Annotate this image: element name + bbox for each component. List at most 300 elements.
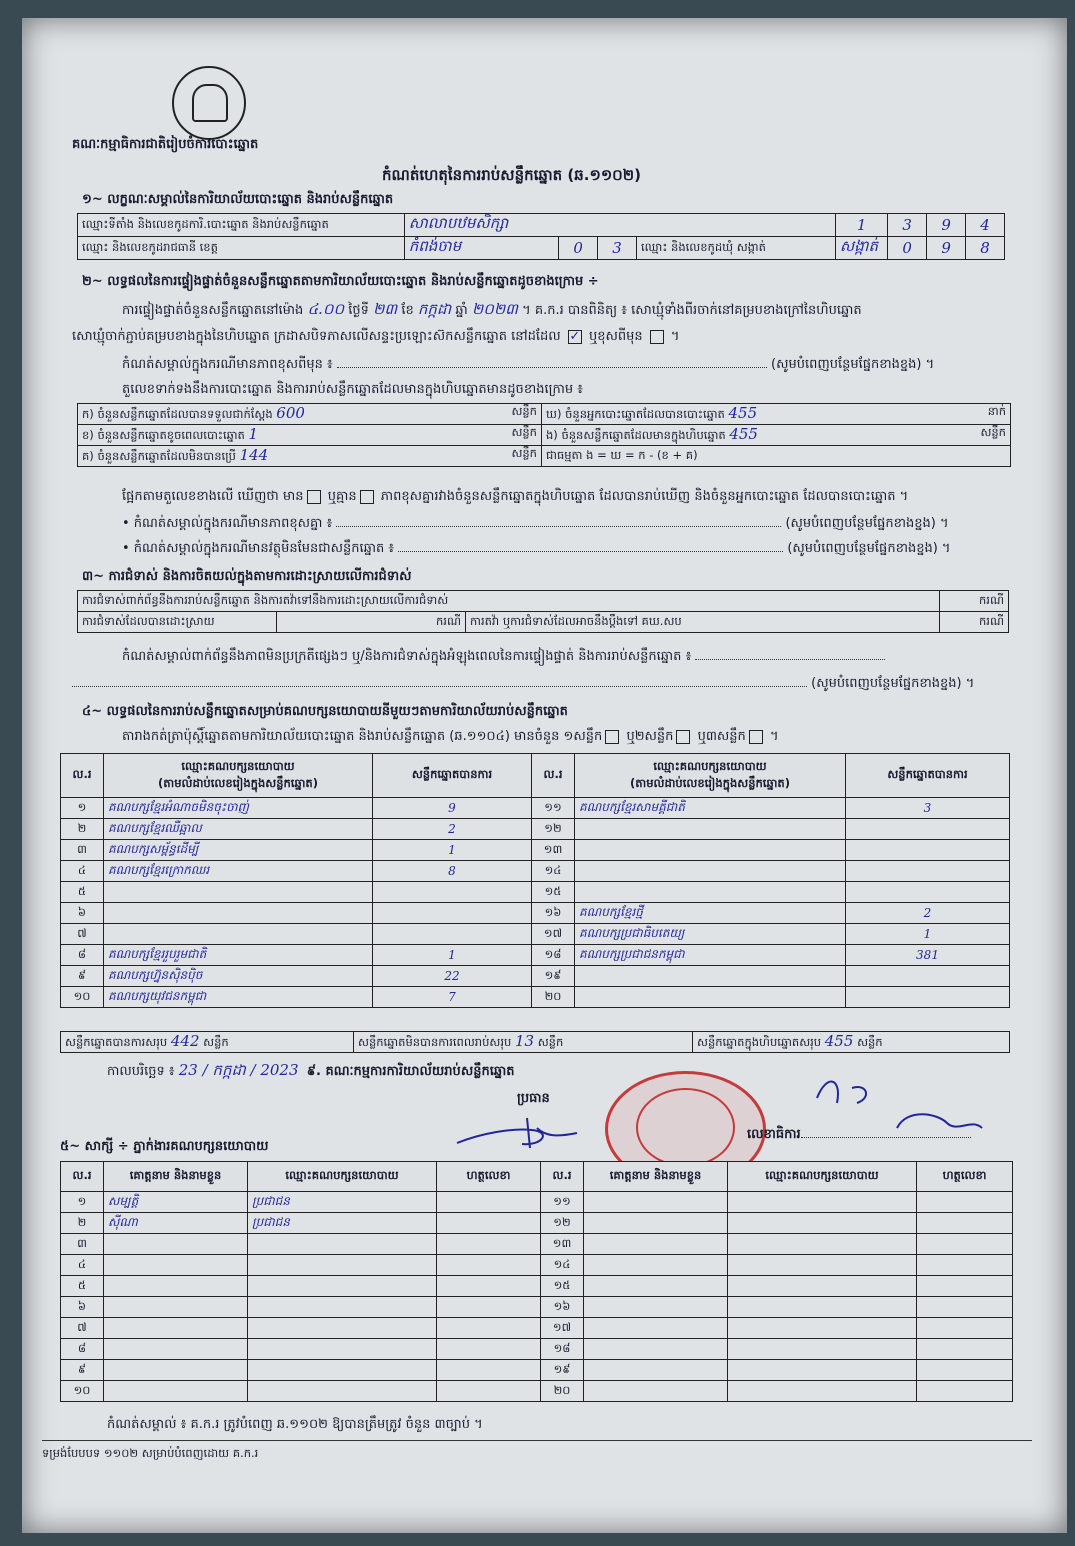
results-row [61,966,1010,987]
witness-no: ១៤ [541,1255,584,1276]
col-no-right: ល.រ [532,754,575,798]
witness-name [584,1339,728,1360]
witness-signature [437,1192,541,1213]
witness-no: ២០ [541,1381,584,1402]
witness-no: ១៥ [541,1276,584,1297]
objection-appeal: ការតវ៉ា ឬការជំទាស់ដែលអាចនឹងប្តឹងទៅ គឃ.សប [466,612,940,633]
result-votes: 2 [846,903,1010,924]
result-no: ៨ [61,945,104,966]
witness-no: ១៩ [541,1360,584,1381]
tally-1-checkbox[interactable] [605,730,619,744]
result-votes: 2 [373,819,532,840]
figures-table [77,403,1011,467]
witness-party [248,1276,437,1297]
province-value: កំពង់ចាម [404,237,558,260]
figure-e [542,425,1011,446]
witness-no: ៣ [61,1234,104,1255]
figure-d-unit: នាក់ [987,404,1006,418]
figure-a-value: 600 [276,404,305,422]
witness-col-party-right: ឈ្មោះគណបក្សនយោបាយ [728,1162,917,1192]
witness-row [61,1297,1013,1318]
location-label: ឈ្មោះទីតាំង និងលេខកូដការិ.បោះឆ្នោត និងរាប់សន្លឹកឆ្នោត [78,214,405,237]
secretary-label-text: លេខាធិការ [747,1127,801,1142]
witness-no: ១០ [61,1381,104,1402]
results-row [61,903,1010,924]
result-votes [846,966,1010,987]
result-votes: 381 [846,945,1010,966]
witness-signature [437,1381,541,1402]
figure-b-label: ខ) ចំនួនសន្លឹកឆ្នោតខូចពេលបោះឆ្នោត [82,428,245,442]
objection-row-1: ការជំទាស់ពាក់ព័ន្ធនឹងការរាប់សន្លឹកឆ្នោត និងការតវ៉ាទៅនឹងការដោះស្រាយលើការជំទាស់ [78,591,940,612]
witness-col-no-right: ល.រ [541,1162,584,1192]
result-votes [846,861,1010,882]
witness-name [584,1234,728,1255]
total-box-value: 455 [824,1032,854,1050]
witness-name [104,1276,248,1297]
witness-name [104,1234,248,1255]
result-votes [846,987,1010,1008]
result-party [104,882,373,903]
location-code-3: 9 [927,214,966,237]
witness-party [248,1339,437,1360]
witness-no: ១៣ [541,1234,584,1255]
irregularity-note-line[interactable] [695,659,885,660]
figure-d [542,404,1011,425]
witness-row [61,1234,1013,1255]
witness-signature [917,1213,1013,1234]
chair-signature [452,1108,582,1158]
witness-name [104,1381,248,1402]
section-5-title: ៥~ សាក្សី ÷ ភ្នាក់ងារគណបក្សនយោបាយ [60,1139,269,1154]
result-party: គណបក្សខ្មែរឈឺឆ្អាល [104,819,373,840]
col-party-left [104,754,373,798]
witness-row [61,1318,1013,1339]
irregularity-note-label: កំណត់សម្គាល់ពាក់ព័ន្ធនឹងភាពមិនប្រក្រតីផ្សេងៗ ឬ/និងការជំទាស់ក្នុងអំឡុងពេលនៃការផ្ទៀងផ្ទាត់ និងការរាប់សន្លឹកឆ្នោត ៖ [122,649,692,664]
witness-no: ១៧ [541,1318,584,1339]
commune-label: ឈ្មោះ និងលេខកូដឃុំ សង្កាត់ [636,237,835,260]
verification-day: ២៣ [373,300,398,318]
witness-name [584,1318,728,1339]
tally-3-label: ឬ៣សន្លឹក [697,729,746,744]
witness-party: ប្រជាជន [248,1192,437,1213]
witness-no: ៩ [61,1360,104,1381]
witness-row [61,1381,1013,1402]
results-row [61,819,1010,840]
date-value: 23 / កក្កដា / 2023 [178,1061,299,1079]
result-party [575,819,846,840]
witness-row [61,1192,1013,1213]
verification-text: ។ គ.ក.រ បានពិនិត្យ ៖ សោឃ្មុំទាំងពីរចាក់នៅគម្របខាងក្រៅនៃហិបឆ្នោត [522,303,862,318]
result-party [104,903,373,924]
witness-no: ១៨ [541,1339,584,1360]
section-1-title: ១~ លក្ខណៈសម្គាល់នៃការិយាល័យបោះឆ្នោត និងរាប់សន្លឹកឆ្នោត [82,192,394,207]
total-box [693,1032,1010,1053]
witness-party [728,1213,917,1234]
witness-signature [437,1360,541,1381]
witness-party [728,1318,917,1339]
irregularity-note-line-2[interactable] [72,686,807,687]
witness-party [728,1360,917,1381]
result-party [575,882,846,903]
discrepancy-yes-checkbox[interactable] [307,490,321,504]
verification-hour-label: ការផ្ទៀងផ្ទាត់ចំនួនសន្លឹកឆ្នោតនៅម៉ោង [122,303,304,318]
figure-e-label: ង) ចំនួនសន្លឹកឆ្នោតដែលមានក្នុងហិបឆ្នោត [546,428,726,442]
witness-row [61,1255,1013,1276]
verification-month-label: ខែ [401,303,414,318]
col-votes-left: សន្លឹកឆ្នោតបានការ [373,754,532,798]
witness-signature [917,1318,1013,1339]
discrepancy-line [122,488,908,507]
result-party: គណបក្សយុវជនកម្ពុជា [104,987,373,1008]
objection-appeal-case: ករណី [940,612,1009,633]
witness-name [584,1360,728,1381]
result-votes: 9 [373,798,532,819]
witness-name [104,1339,248,1360]
result-no: ១៧ [532,924,575,945]
figure-b-value: 1 [248,425,259,443]
discrepancy-no-checkbox[interactable] [360,490,374,504]
chair-label: ប្រធាន [517,1091,550,1106]
nec-emblem-logo [172,66,246,140]
witness-no: ១ [61,1192,104,1213]
figure-a-unit: សន្លឹក [511,404,537,418]
total-valid-unit: សន្លឹក [203,1035,229,1049]
witness-no: ៦ [61,1297,104,1318]
witness-name [584,1276,728,1297]
result-votes: 1 [846,924,1010,945]
irregularity-note [122,648,1007,667]
witness-name [584,1381,728,1402]
results-body [61,798,1010,1008]
tally-3-checkbox[interactable] [749,730,763,744]
result-no: ១១ [532,798,575,819]
witness-no: ៥ [61,1276,104,1297]
witness-signature [437,1234,541,1255]
col-party-right-title: ឈ្មោះគណបក្សនយោបាយ [653,758,767,773]
col-votes-right: សន្លឹកឆ្នោតបានការ [846,754,1010,798]
section-3-title: ៣~ ការជំទាស់ និងការចិតយល់ក្នុងតាមការដោះស្រាយលើការជំទាស់ [82,569,412,584]
result-no: ៤ [61,861,104,882]
province-label: ឈ្មោះ និងលេខកូដរាជធានី ខេត្ត [78,237,405,260]
discrepancy-has-label: ផ្អែកតាមតួលេខខាងលើ ឃើញថា មាន [122,489,304,504]
witness-signature [917,1297,1013,1318]
witness-party [728,1255,917,1276]
verification-month: កក្កដា [417,300,452,318]
results-row [61,924,1010,945]
total-invalid-unit: សន្លឹក [537,1035,564,1049]
result-votes [373,924,532,945]
result-party: គណបក្សប្រជាធិបតេយ្យ [575,924,846,945]
result-no: ១២ [532,819,575,840]
section-2-title: ២~ លទ្ធផលនៃការផ្ទៀងផ្ទាត់ចំនួនសន្លឹកឆ្នោតតាមការិយាល័យបោះឆ្នោត និងរាប់សន្លឹកឆ្នោតដូចខាងក្រោម ÷ [82,274,599,289]
result-no: ១ [61,798,104,819]
witness-no: ១២ [541,1213,584,1234]
secretary-signature [797,1068,997,1148]
discrepancy-text: ភាពខុសគ្នារវាងចំនួនសន្លឹកឆ្នោតក្នុងហិបឆ្នោត ដែលបានរាប់ឃើញ និងចំនួនអ្នកបោះឆ្នោត ដែលបានបោះឆ្នោត ។ [380,489,909,504]
result-no: ២០ [532,987,575,1008]
result-party: គណបក្សខ្មែររួបរួមជាតិ [104,945,373,966]
verification-year-label: ឆ្នាំ [455,303,468,318]
witness-party [728,1381,917,1402]
committee-name: គណៈកម្មាធិការជាតិរៀបចំការបោះឆ្នោត [72,137,259,152]
col-no-left: ល.រ [61,754,104,798]
witness-signature [917,1276,1013,1297]
results-row [61,798,1010,819]
result-party: គណបក្សហ្វ៊ុនស៊ិនប៉ិច [104,966,373,987]
result-party: គណបក្សសម្ព័ន្ធដើម្បី [104,840,373,861]
difference-note-label: កំណត់សម្គាល់ក្នុងករណីមានភាពខុសពីមុន ៖ [122,357,333,372]
results-table [60,753,1010,1008]
result-no: ១៣ [532,840,575,861]
verification-hour: ៤.០០ [307,300,345,318]
witness-party [728,1297,917,1318]
col-party-left-title: ឈ្មោះគណបក្សនយោបាយ [181,758,295,773]
objection-resolved: ការជំទាស់ដែលបានដោះស្រាយ [78,612,277,633]
witness-no: ២ [61,1213,104,1234]
result-party [575,966,846,987]
figure-c-label: គ) ចំនួនសន្លឹកឆ្នោតដែលមិនបានប្រើ [82,449,236,463]
witness-signature [917,1255,1013,1276]
result-party: គណបក្សខ្មែរសាមគ្គីជាតិ [575,798,846,819]
witness-col-sign-left: ហត្ថលេខា [437,1162,541,1192]
bullet-2-label: • កំណត់សម្គាល់ក្នុងករណីមានវត្ថុមិនមែនជាសន្លឹកឆ្នោត ៖ [122,541,395,556]
footnote: កំណត់សម្គាល់ ៖ គ.ក.រ ត្រូវបំពេញ ឆ.១១០២ ឱ្យបានត្រឹមត្រូវ ចំនួន ៣ច្បាប់ ។ [107,1417,483,1432]
result-no: ៧ [61,924,104,945]
objections-table [77,590,1009,633]
bullet-1 [122,515,1007,534]
result-votes: 1 [373,840,532,861]
witness-name [584,1255,728,1276]
result-votes: 3 [846,798,1010,819]
form-footer: ទម្រង់បែបបទ ១១០២ សម្រាប់បំពេញដោយ គ.ក.រ [42,1446,259,1460]
result-party: គណបក្សប្រជាជនកម្ពុជា [575,945,846,966]
witness-signature [917,1192,1013,1213]
figure-a-label: ក) ចំនួនសន្លឹកឆ្នោតដែលបានទទួលជាក់ស្តែង [82,407,273,421]
witness-name [104,1360,248,1381]
changed-checkbox[interactable] [650,330,664,344]
committee-signature-label: ៩. គណៈកម្មការការិយាល័យរាប់សន្លឹកឆ្នោត [306,1064,515,1079]
difference-note-hint: (សូមបំពេញបន្ថែមផ្នែកខាងខ្នង) ។ [771,357,935,372]
verification-line [122,300,862,322]
figure-c [78,446,542,467]
total-valid-value: 442 [170,1032,200,1050]
result-party [575,987,846,1008]
commune-code-3: 8 [966,237,1005,260]
figures-intro: តួលេខទាក់ទងនឹងការបោះឆ្នោត និងការរាប់សន្លឹកឆ្នោតដែលមានក្នុងហិបឆ្នោតមានដូចខាងក្រោម ៖ [122,382,583,397]
witness-party [728,1276,917,1297]
result-party: គណបក្សខ្មែរក្រោកឈរ [104,861,373,882]
location-code-1: 1 [835,214,887,237]
col-party-right-sub: (តាមលំដាប់លេខរៀងក្នុងសន្លឹកឆ្នោត) [630,775,790,790]
objection-resolved-case: ករណី [277,612,466,633]
bullet-1-label: • កំណត់សម្គាល់ក្នុងករណីមានភាពខុសគ្នា ៖ [122,516,333,531]
result-no: ១៦ [532,903,575,924]
witness-row [61,1360,1013,1381]
bullet-2 [122,540,1007,559]
result-party [575,840,846,861]
result-no: ១៥ [532,882,575,903]
witness-party [728,1339,917,1360]
witness-row [61,1276,1013,1297]
irregularity-note-hint: (សូមបំពេញបន្ថែមផ្នែកខាងខ្នង) ។ [811,676,975,691]
difference-note [122,356,1002,375]
figure-c-value: 144 [239,446,269,464]
witness-signature [917,1339,1013,1360]
tally-intro: តារាងកត់ត្រាប៉ុស្តិ៍ឆ្នោតតាមការិយាល័យបោះឆ្នោត និងរាប់សន្លឹកឆ្នោត (ឆ.១១០៤) មានចំនួន ១សន្លឹក [122,729,603,744]
witness-col-sign-right: ហត្ថលេខា [917,1162,1013,1192]
seal-line: សោឃ្មុំចាក់ភ្ជាប់គម្របខាងក្នុងនៃហិបឆ្នោត ក្រដាសបិទភាសលើសន្ទះប្រឡោះស៊កសន្លឹកឆ្នោត នៅដដែល ✓ ឬខុសពីមុន ។ [72,328,680,344]
witness-party [248,1360,437,1381]
figure-a [78,404,542,425]
witness-signature [437,1276,541,1297]
result-votes: 7 [373,987,532,1008]
total-box-unit: សន្លឹក [857,1035,883,1049]
figure-b [78,425,542,446]
date-line [107,1061,514,1083]
result-party [575,861,846,882]
witness-table [60,1161,1013,1402]
tally-2-label: ឬ២សន្លឹក [626,729,674,744]
witness-no: ៧ [61,1318,104,1339]
witness-name: សម្បត្តិ [104,1192,248,1213]
results-row [61,861,1010,882]
witness-col-name-left: គោត្តនាម និងនាមខ្លួន [104,1162,248,1192]
col-party-right [575,754,846,798]
results-row [61,987,1010,1008]
date-label: កាលបរិច្ឆេទ ៖ [107,1064,175,1079]
witness-name [584,1297,728,1318]
witness-no: ១១ [541,1192,584,1213]
witness-name [104,1318,248,1339]
witness-col-name-right: គោត្តនាម និងនាមខ្លួន [584,1162,728,1192]
location-code-2: 3 [888,214,927,237]
result-party [104,924,373,945]
discrepancy-none-label: ឬគ្មាន [327,489,357,504]
result-votes [846,819,1010,840]
witness-party [728,1192,917,1213]
witness-row [61,1339,1013,1360]
witness-signature [917,1234,1013,1255]
witness-no: ១៦ [541,1297,584,1318]
location-code-4: 4 [966,214,1005,237]
witness-signature [437,1318,541,1339]
witness-party [248,1297,437,1318]
witness-name [104,1297,248,1318]
witness-col-no-left: ល.រ [61,1162,104,1192]
verification-year: ២០២៣ [471,300,518,318]
witness-row [61,1213,1013,1234]
province-code-2: 3 [598,237,637,260]
witness-name [584,1192,728,1213]
witness-signature [437,1213,541,1234]
changed-label: ឬខុសពីមុន [588,329,643,344]
bullet-2-hint: (សូមបំពេញបន្ថែមផ្នែកខាងខ្នង) ។ [787,541,951,556]
result-party: គណបក្សខ្មែរអំណាចមិនចុះចាញ់ [104,798,373,819]
figure-c-unit: សន្លឹក [511,446,537,460]
irregularity-note-2 [72,675,1007,694]
witness-signature [437,1339,541,1360]
result-no: ១០ [61,987,104,1008]
total-valid-label: សន្លឹកឆ្នោតបានការសរុប [65,1035,168,1049]
result-no: ១៩ [532,966,575,987]
witness-party: ប្រជាជន [248,1213,437,1234]
result-party: គណបក្សខ្មែរថ្មី [575,903,846,924]
tally-sheet-line: តារាងកត់ត្រាប៉ុស្តិ៍ឆ្នោតតាមការិយាល័យបោះឆ្នោត និងរាប់សន្លឹកឆ្នោត (ឆ.១១០៤) មានចំនួន ១សន្លឹក ឬ២សន្លឹក ឬ៣សន្លឹក ។ [122,729,779,744]
result-no: ៩ [61,966,104,987]
commune-code-1: 0 [888,237,927,260]
result-no: ១៨ [532,945,575,966]
bullet-2-line[interactable] [398,551,783,552]
result-votes [373,882,532,903]
total-invalid [354,1032,693,1053]
footer-divider [42,1440,1032,1441]
witness-party [728,1234,917,1255]
seal-text: សោឃ្មុំចាក់ភ្ជាប់គម្របខាងក្នុងនៃហិបឆ្នោត ក្រដាសបិទភាសលើសន្ទះប្រឡោះស៊កសន្លឹកឆ្នោត នៅដដែល [72,329,561,344]
result-votes [846,882,1010,903]
col-party-left-sub: (តាមលំដាប់លេខរៀងក្នុងសន្លឹកឆ្នោត) [158,775,318,790]
result-no: ១៤ [532,861,575,882]
result-no: ៦ [61,903,104,924]
results-row [61,840,1010,861]
unchanged-checkbox[interactable]: ✓ [569,328,581,344]
total-invalid-value: 13 [514,1032,535,1050]
witness-no: ៤ [61,1255,104,1276]
bullet-1-hint: (សូមបំពេញបន្ថែមផ្នែកខាងខ្នង) ។ [785,516,949,531]
witness-signature [917,1381,1013,1402]
section-4-title: ៤~ លទ្ធផលនៃការរាប់សន្លឹកឆ្នោតសម្រាប់គណបក្សនយោបាយនីមួយៗតាមការិយាល័យរាប់សន្លឹកឆ្នោត [82,704,568,719]
figure-d-label: ឃ) ចំនួនអ្នកបោះឆ្នោតដែលបានបោះឆ្នោត [546,407,725,421]
figure-formula: ជាធម្មតា ង = ឃ = ក - (ខ + គ) [542,446,1011,467]
commune-code-2: 9 [927,237,966,260]
result-votes: 8 [373,861,532,882]
location-value: សាលាបឋមសិក្សា [404,214,835,237]
witness-party [248,1318,437,1339]
witness-party [248,1255,437,1276]
result-no: ៥ [61,882,104,903]
figure-b-unit: សន្លឹក [511,425,537,439]
objection-row-1-case: ករណី [940,591,1009,612]
section-1-table [77,213,1005,260]
result-no: ៣ [61,840,104,861]
verification-day-label: ថ្ងៃទី [348,303,369,318]
witness-name: ស៊ីណា [104,1213,248,1234]
total-box-label: សន្លឹកឆ្នោតក្នុងហិបឆ្នោតសរុប [697,1035,822,1049]
witness-no: ៨ [61,1339,104,1360]
witness-name [584,1213,728,1234]
witness-body [61,1192,1013,1402]
results-totals [60,1031,1010,1053]
form-title: កំណត់ហេតុនៃការរាប់សន្លឹកឆ្នោត (ឆ.១១០២) [382,166,642,184]
results-row [61,882,1010,903]
result-votes: 22 [373,966,532,987]
figure-e-unit: សន្លឹក [980,425,1006,439]
commune-value: សង្កាត់ [835,237,887,260]
tally-2-checkbox[interactable] [676,730,690,744]
witness-party [248,1381,437,1402]
witness-col-party-left: ឈ្មោះគណបក្សនយោបាយ [248,1162,437,1192]
witness-party [248,1234,437,1255]
witness-signature [437,1297,541,1318]
bullet-1-line[interactable] [336,526,781,527]
result-no: ២ [61,819,104,840]
result-votes [846,840,1010,861]
difference-note-line[interactable] [337,367,767,368]
ballot-count-form [22,18,1067,1533]
witness-signature [917,1360,1013,1381]
total-valid [61,1032,354,1053]
result-votes [373,903,532,924]
witness-signature [437,1255,541,1276]
